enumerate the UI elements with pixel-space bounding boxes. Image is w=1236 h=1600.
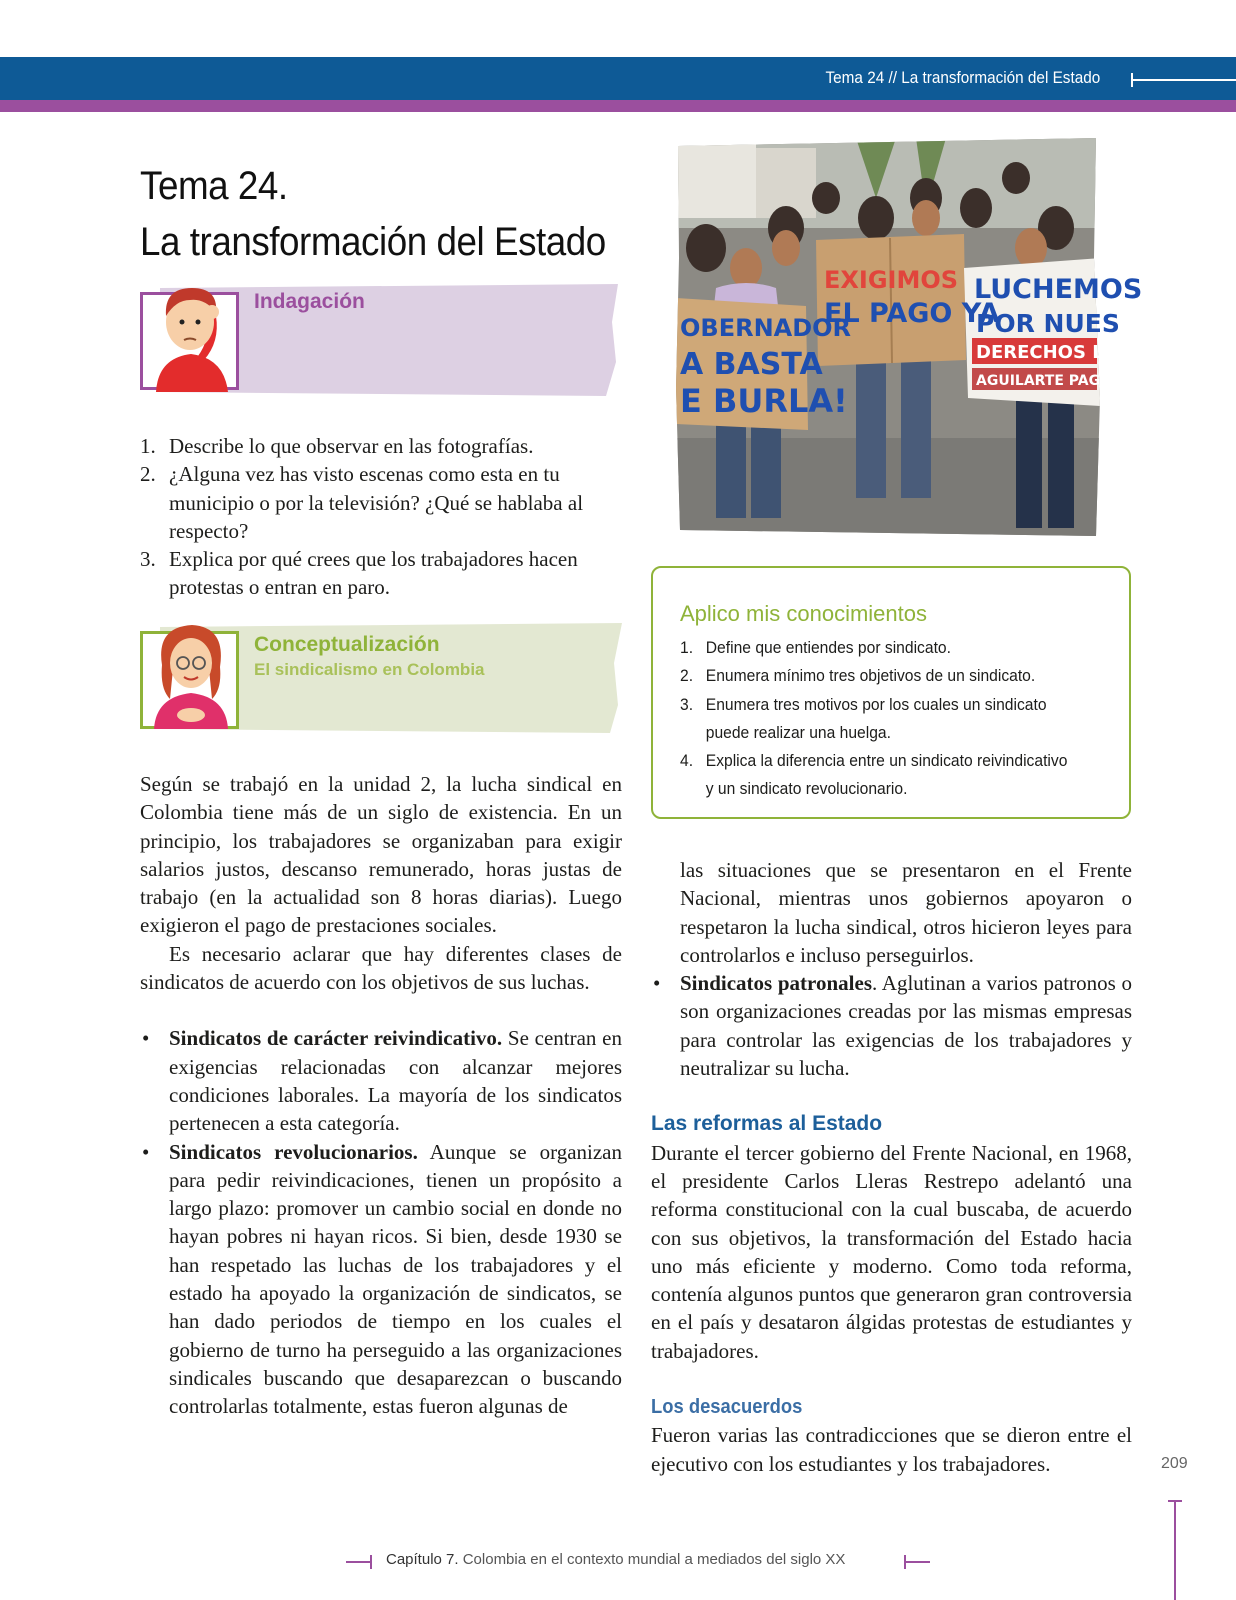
- bullet-item: • Sindicatos patronales. Aglutinan a varios patronos o son organizaciones creadas por las mismas empresas para controlar las exigencias de los trabajadores y neutralizar su lucha.: [653, 971, 1132, 1081]
- sign-text: LUCHEMOS: [974, 274, 1143, 305]
- conceptualizacion-subtitle: El sindicalismo en Colombia: [254, 660, 485, 679]
- section-heading-reformas: Las reformas al Estado: [651, 1112, 883, 1136]
- paragraph: Fueron varias las contradicciones que se dieron entre el ejecutivo con los estudiantes y los trabajadores.: [651, 1423, 1132, 1476]
- sign-text: POR NUES: [976, 309, 1120, 338]
- section-heading-desacuerdos: Los desacuerdos: [651, 1396, 803, 1419]
- title-line-1: Tema 24.: [140, 164, 288, 208]
- paragraph: Es necesario aclarar que hay diferentes clases de sindicatos de acuerdo con los objetivos de sus luchas.: [140, 941, 622, 995]
- list-item: 1. Describe lo que observar en las fotografías.: [140, 434, 534, 458]
- aplico-list: [680, 634, 1101, 804]
- thinking-boy-icon: [146, 282, 236, 392]
- footer: [386, 1551, 845, 1568]
- page-number: 209: [1161, 1455, 1188, 1472]
- footer-rule-right: [904, 1561, 930, 1563]
- aplico-title: Aplico mis conocimientos: [680, 601, 927, 626]
- paragraph: las situaciones que se presentaron en el Frente Nacional, mientras unos gobiernos apoyaron o respetaron la lucha sindical, otros hicieron leyes para controlarlos e incluso perseguirlos.: [680, 858, 1132, 967]
- page-title: [140, 158, 606, 270]
- list-item: 2. Enumera mínimo tres objetivos de un sindicato.: [680, 666, 1036, 686]
- sign-text: AGUILARTE PAG: [976, 373, 1101, 389]
- sign-text: E BURLA!: [680, 382, 848, 420]
- footer-tick-left: [370, 1555, 372, 1569]
- paragraph: Según se trabajó en la unidad 2, la lucha sindical en Colombia tiene más de un siglo de existencia. En un principio, los trabajadores se organizaban para exigir salarios justos, descanso remunerado, horas justas de trabajo (en la actualidad son 8 horas diarias). Luego exigieron el pago de prestaciones sociales.: [140, 772, 622, 938]
- list-item: 4. Explica la diferencia entre un sindicato reivindicativo y un sindicato revolucionario.: [680, 751, 1068, 799]
- header-stripe: [0, 100, 1236, 112]
- bullet-item: • Sindicatos de carácter reivindicativo. Se centran en exigencias relacionadas con alcanzar mejores condiciones laborales. La mayoría de los sindicatos pertenecen a esta categoría.: [142, 1026, 622, 1136]
- list-item: 3. Enumera tres motivos por los cuales un sindicato puede realizar una huelga.: [680, 694, 1047, 742]
- conceptualizacion-box: [140, 619, 622, 735]
- header-rule: [1131, 79, 1236, 81]
- footer-rule-left: [346, 1561, 372, 1563]
- footer-chapter: Capítulo 7.: [386, 1551, 459, 1568]
- indagacion-label: Indagación: [254, 290, 365, 313]
- right-column-text: [651, 856, 1132, 1478]
- left-column-text: [140, 770, 622, 1421]
- sign-text: EXIGIMOS: [824, 266, 959, 294]
- list-item: 1. Define que entiendes por sindicato.: [680, 638, 951, 657]
- paragraph: Durante el tercer gobierno del Frente Nacional, en 1968, el presidente Carlos Lleras Restrepo adelantó una reforma constitucional con la cual buscaba, de acuerdo con sus objetivos, la transformación del Estado hacia uno más eficiente y moderno. Como toda reforma, contenía algunos puntos que generaron gran controversia en el país y desataron álgidas protestas de estudiantes y trabajadores.: [651, 1140, 1132, 1363]
- list-item: 2. ¿Alguna vez has visto escenas como esta en tu municipio o por la televisión? ¿Qué se hablaba al respecto?: [140, 462, 584, 543]
- indagacion-questions: [140, 432, 622, 602]
- list-item: 3. Explica por qué crees que los trabajadores hacen protestas o entran en paro.: [140, 547, 578, 600]
- protest-photo: [676, 138, 1143, 536]
- page-rule: [1174, 1500, 1176, 1600]
- conceptualizacion-label: Conceptualización: [254, 633, 440, 656]
- bullet-item: • Sindicatos revolucionarios. Aunque se organizan para pedir reivindicaciones, tienen un propósito a largo plazo: promover un cambio social en donde no hayan pobres ni hayan ricos. Si bien, desde 1930 se han respetado las luchas de los trabajadores y el estado ha apoyado la organización de sindicatos, se han dado periodos de tiempo en los cuales el gobierno de turno ha perseguido a las organizaciones sindicales buscando que desaparezcan o buscando controlarlas totalmente, estas fueron algunas de: [142, 1139, 622, 1419]
- sign-text: OBERNADOR: [680, 314, 852, 342]
- sign-text: A BASTA: [680, 347, 823, 382]
- sign-text: DERECHOS LA: [976, 342, 1118, 363]
- running-header: Tema 24 // La transformación del Estado: [825, 68, 1100, 87]
- aplico-box: [651, 566, 1131, 819]
- indagacion-box: [140, 282, 622, 398]
- title-line-2: La transformación del Estado: [140, 220, 606, 264]
- footer-text: Colombia en el contexto mundial a mediados del siglo XX: [458, 1551, 846, 1568]
- teacher-girl-icon: [146, 619, 236, 729]
- sign-text: EL PAGO YA: [824, 298, 1000, 329]
